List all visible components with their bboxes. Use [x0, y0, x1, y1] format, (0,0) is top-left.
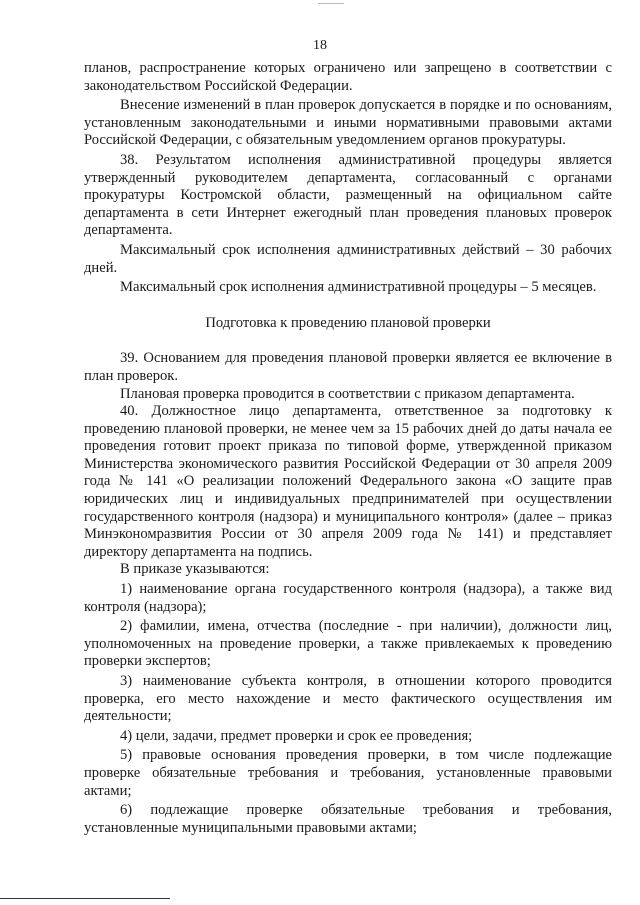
list-item: 5) правовые основания проведения проверки, в том числе подлежащие проверке обязательные требования и требования, установленные правовыми актами; — [84, 747, 612, 799]
paragraph-item-39: 39. Основанием для проведения плановой проверки является ее включение в план проверок. — [84, 350, 612, 384]
paragraph-item-40: 40. Должностное лицо департамента, ответственное за подготовку к проведению плановой проверки, не менее чем за 15 рабочих дней до даты начала ее проведения готовит проект приказа по типовой форме, утвержденной приказом Министерства экономического развития Российской Федерации от 30 апреля 2009 года № 141 «О реализации положений Федерального закона «О защите прав юридических лиц и индивидуальных предпринимателей при осуществлении государственного контроля (надзора) и муниципального контроля» (далее – приказ Минэкономразвития России от 30 апреля 2009 года № 141) и представляет директору департамента на подпись. — [84, 403, 612, 560]
list-item: 1) наименование органа государственного контроля (надзора), а также вид контроля (надзора); — [84, 581, 612, 615]
paragraph: Максимальный срок исполнения административных действий – 30 рабочих дней. — [84, 241, 612, 276]
list-item: 3) наименование субъекта контроля, в отношении которого проводится проверка, его место нахождение и место фактического осуществления им деятельности; — [84, 673, 612, 725]
paragraph: В приказе указываются: — [120, 561, 270, 578]
list-item: 4) цели, задачи, предмет проверки и срок ее проведения; — [120, 727, 473, 744]
scan-artifact — [318, 3, 344, 4]
list-item: 2) фамилии, имена, отчества (последние - при наличии), должности лиц, уполномоченных на проведение проверки, а также привлекаемых к проведению проверки экспертов; — [84, 618, 612, 670]
paragraph: Внесение изменений в план проверок допускается в порядке и по основаниям, установленным законодательными и иными нормативными правовыми актами Российской Федерации, с обязательным уведомлением органов прокуратуры. — [84, 97, 612, 149]
list-item: 6) подлежащие проверке обязательные требования и требования, установленные муниципальными правовыми актами; — [84, 802, 612, 836]
document-body — [84, 60, 612, 837]
paragraph-item-38: 38. Результатом исполнения административной процедуры является утвержденный руководителем департамента, согласованный с органами прокуратуры Костромской области, размещенный на официальном сайте департамента в сети Интернет ежегодный план проведения плановых проверок департамента. — [84, 151, 612, 239]
section-heading: Подготовка к проведению плановой проверки — [205, 314, 491, 331]
bottom-rule — [0, 898, 170, 899]
paragraph-continuation: планов, распространение которых ограничено или запрещено в соответствии с законодательством Российской Федерации. — [84, 60, 612, 94]
page-number: 18 — [313, 38, 327, 53]
paragraph: Плановая проверка проводится в соответствии с приказом департамента. — [120, 385, 575, 402]
paragraph: Максимальный срок исполнения административной процедуры – 5 месяцев. — [120, 279, 597, 296]
